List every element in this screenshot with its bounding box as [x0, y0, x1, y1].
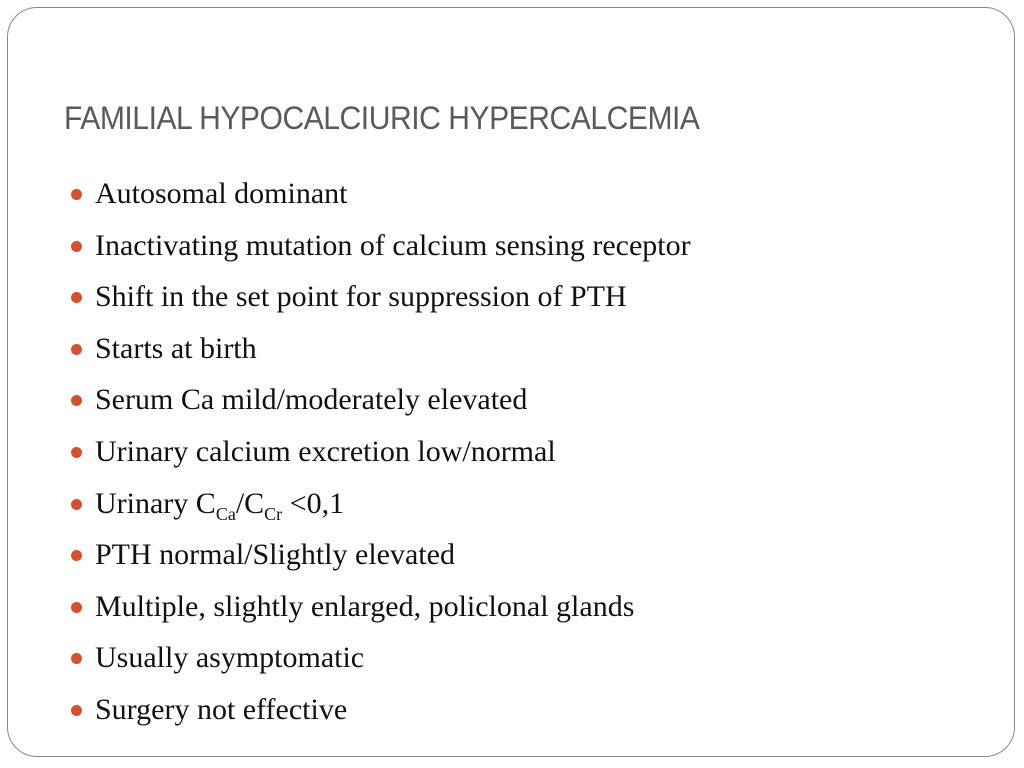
slide: [7, 7, 1015, 757]
bullet-dot-icon: [71, 344, 82, 355]
bullet-text: Inactivating mutation of calcium sensing receptor: [95, 228, 691, 262]
ratio-prefix: Urinary C: [95, 486, 216, 520]
ratio-suffix: <0,1: [282, 486, 345, 520]
ratio-subscript-ca: Ca: [215, 503, 236, 524]
bullet-item: [64, 632, 691, 684]
ratio-subscript-cr: Cr: [264, 503, 283, 524]
bullet-text: Usually asymptomatic: [95, 641, 365, 675]
bullet-text: Serum Ca mild/moderately elevated: [95, 383, 528, 417]
bullet-dot-icon: [71, 550, 82, 561]
bullet-item: [64, 220, 691, 272]
bullet-dot-icon: [71, 499, 82, 510]
bullet-dot-icon: [71, 292, 82, 303]
bullet-dot-icon: [71, 447, 82, 458]
bullet-item: [64, 684, 691, 736]
bullet-dot-icon: [71, 241, 82, 252]
bullet-item: [64, 581, 691, 633]
bullet-dot-icon: [71, 705, 82, 716]
bullet-text: [95, 486, 345, 524]
bullet-text: Urinary calcium excretion low/normal: [95, 434, 556, 468]
bullet-item: [64, 271, 691, 323]
bullet-text: Multiple, slightly enlarged, policlonal glands: [95, 589, 635, 623]
bullet-item-urinary-ratio: [64, 478, 691, 530]
bullet-text: PTH normal/Slightly elevated: [95, 538, 455, 572]
bullet-text: Surgery not effective: [95, 692, 348, 726]
bullet-item: [64, 168, 691, 220]
bullet-item: [64, 529, 691, 581]
ratio-mid: /C: [235, 486, 265, 520]
slide-title: FAMILIAL HYPOCALCIURIC HYPERCALCEMIA: [64, 100, 700, 136]
bullet-dot-icon: [71, 602, 82, 613]
bullet-item: [64, 374, 691, 426]
bullet-text: Starts at birth: [95, 331, 257, 365]
bullet-text: Shift in the set point for suppression of PTH: [95, 280, 627, 314]
bullet-list: [64, 168, 691, 736]
bullet-text: Autosomal dominant: [95, 177, 348, 210]
bullet-dot-icon: [71, 189, 82, 200]
bullet-dot-icon: [71, 395, 82, 406]
bullet-dot-icon: [71, 653, 82, 664]
bullet-item: [64, 323, 691, 375]
bullet-item: [64, 426, 691, 478]
